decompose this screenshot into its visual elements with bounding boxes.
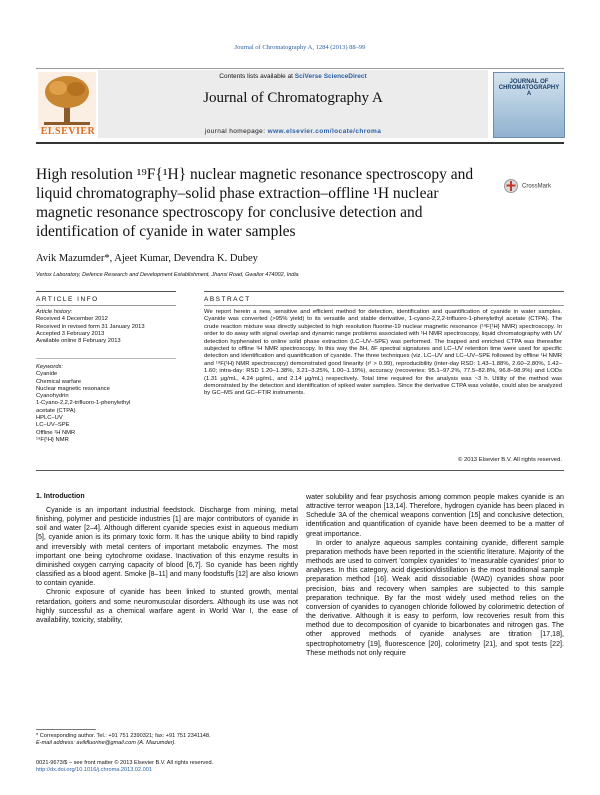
abstract-text: We report herein a new, sensitive and efficient method for detection, identification and quantification of cyanide in water samples. Cyanide was converted (>95% yield) to its versatile and stable derivative, 1-cyano-2,2,2-trifluoro-1-phenylethyl acetate (CTPA). The crude reaction mixture was directly subjected to high resolution fluorine-19 nuclear magnetic resonance (¹⁹F{¹H} NMR) spectroscopy. In order to do away with signal overlap and dynamic range problems associated with ¹H NMR spectroscopy, liquid chromatography with UV detection hyphenated to online solid phase extraction (LC–UV–SPE) was performed. The trapped and enriched CTPA was thereafter subjected to offline ¹H NMR spectroscopy. In this way the δH, δF spectral signatures and LC–UV retention time were used for specific detection and identification and quantification of cyanide. The three techniques (viz. LC–UV and LC–UV–SPE followed by offline ¹H NMR and ¹⁹F{¹H} NMR spectroscopy) demonstrated good linearity (r² > 0.99), reproducibility (inter-day RSD: 1.43–1.88%, 2.60–2.80%, 1.42–1.60; intra-day: RSD 1.20–1.38%, 3.21–3.25%, 1.00–1.19%), accuracy (recoveries: 95.1–97.2%, 77.5–82.8%, 96.8–98.9%) and LODs (1.31 μg/mL, 4.24 μg/mL, and 2.14 μg/mL) respectively. Total time required for the analysis was ~3 h. Utility of the method was demonstrated by the detection and identification of spiked water samples. Since the derivative CTPA was volatile, could also be analyzed by GC–MS and GC–FTIR instruments. [204, 309, 562, 397]
journal-cover-image [493, 72, 565, 138]
keywords-rule [36, 358, 176, 359]
history-label: Article history: [36, 309, 73, 315]
homepage-prefix: journal homepage: [204, 128, 268, 135]
crossmark-label: CrossMark [522, 183, 552, 190]
keyword: acetate (CTPA) [36, 407, 76, 414]
issn-line: 0021-9673/$ – see front matter © 2013 Elsevier B.V. All rights reserved. [36, 760, 214, 766]
homepage-link[interactable]: www.elsevier.com/locate/chroma [267, 128, 382, 135]
affiliation: Vertox Laboratory, Defence Research and Development Establishment, Jhansi Road, Gwalior 474002, India [36, 272, 299, 278]
contents-prefix: Contents lists available at [219, 73, 295, 80]
journal-homepage [98, 128, 488, 135]
cover-title: JOURNAL OF CHROMATOGRAPHY A [498, 79, 560, 97]
right-column [306, 493, 564, 658]
issn-block [36, 760, 296, 774]
article-title: High resolution ¹⁹F{¹H} nuclear magnetic resonance spectroscopy and liquid chromatography–solid phase extraction–offline ¹H nuclear magnetic resonance spectroscopy for conclusive detection and identification of cyanide in water samples [36, 166, 474, 240]
keywords-list [36, 364, 171, 444]
left-column [36, 506, 298, 625]
paragraph: Cyanide is an important industrial feedstock. Discharge from mining, metal finishing, polymer and pesticide industries [1] are major contributors of cyanide in soil and water [2–4]. Although different cyanide species exist in aqueous medium [5], cyanide anion is its primary toxic form. It has the unique ability to bind rapidly and irreversibly with metal centers of important metabolic enzymes. The most important one being cytochrome oxidase. Inactivation of this enzyme results in diminished oxygen carrying capacity of blood [6,7]. So cyanide has been rightly classified as a blood agent. Smoke [8–11] and many foodstuffs [12] are also known to contain cyanide. [36, 506, 298, 588]
abstract-bottom-rule [36, 470, 564, 471]
journal-title: Journal of Chromatography A [203, 90, 383, 106]
contents-line [98, 73, 488, 80]
info-top-rule [36, 291, 176, 292]
keyword: HPLC–UV [36, 415, 63, 422]
keyword: LC–UV–SPE [36, 422, 70, 429]
history-revised: Received in revised form 31 January 2013 [36, 323, 145, 330]
sciencedirect-link[interactable]: SciVerse ScienceDirect [294, 73, 367, 80]
doi-link[interactable]: http://dx.doi.org/10.1016/j.chroma.2013.02.001 [36, 767, 152, 774]
elsevier-tree-logo [38, 72, 96, 130]
keyword: Offline ¹H NMR [36, 429, 76, 436]
info-sub-rule [36, 305, 176, 306]
email-note[interactable]: E-mail address: avikfluorine@gmail.com (A. Mazumder). [36, 740, 176, 747]
keyword: Cyanide [36, 371, 58, 378]
article-info-heading: ARTICLE INFO [36, 296, 99, 303]
history-accepted: Accepted 3 February 2013 [36, 330, 105, 337]
article-history [36, 309, 171, 345]
history-received: Received 4 December 2012 [36, 316, 108, 323]
history-online: Available online 8 February 2013 [36, 338, 121, 345]
abstract-top-rule [204, 291, 564, 292]
elsevier-wordmark: ELSEVIER [40, 126, 96, 137]
keywords-label: Keywords: [36, 364, 64, 370]
journal-citation[interactable]: Journal of Chromatography A, 1284 (2013) 88–99 [234, 44, 366, 51]
crossmark-badge[interactable] [504, 177, 564, 191]
keyword: Cyanohydrin [36, 393, 69, 400]
keyword: 1-Cyano-2,2,2-trifluoro-1-phenylethyl [36, 400, 131, 407]
paragraph: water solubility and fear psychosis among common people makes cyanide is an attractive terror weapon [13,14]. Therefore, hydrogen cyanide has been placed in Schedule 3A of the chemical weapons convention [15] and conclusive detection, identification and quantification of cyanide have been deemed to be a matter of great importance. [306, 493, 564, 538]
header-divider [36, 142, 564, 144]
paragraph: Chronic exposure of cyanide has been linked to stunted growth, mental retardation, goiters and some neuromuscular disorders. Although its use was not highly successful as a chemical warfare agent in World War I, the ease of availability, toxicity, stability, [36, 588, 298, 624]
keyword: ¹⁹F{¹H} NMR [36, 436, 69, 443]
keyword: Chemical warfare [36, 378, 82, 385]
section-heading: 1. Introduction [36, 493, 85, 500]
crossmark-icon [504, 179, 518, 193]
abstract-sub-rule [204, 305, 564, 306]
abstract-heading: ABSTRACT [204, 296, 251, 303]
keyword: Nuclear magnetic resonance [36, 385, 110, 392]
paragraph: In order to analyze aqueous samples containing cyanide, different sample preparation methods have been reported in the scientific literature. Majority of the methods are used to convert 'complex cyanides' to 'measurable cyanides' prior to analyses. In this category, acid digestion/distillation is the most traditional sample preparation method [16]. Weak acid dissociable (WAD) cyanides show poor precision, bias and recovery when samples are subjected to this sample preparation technique. By far the most widely used method relies on the conversion of cyanides to cyanogen chloride followed by colorimetric detection of the derivative. Although it is easy to perform, low recoveries result from this method due to decomposition of cyanide to bicarbonates and nitrogen gas. The other approved methods of cyanide analyses are titration [17,18], spectrophotometry [19], fluorescence [20], colorimetry [21], and spot tests [22]. These methods not only require [306, 538, 564, 657]
footnotes [36, 733, 296, 747]
corresponding-author-note: * Corresponding author. Tel.: +91 751 2390321; fax: +91 751 2341148. [36, 733, 211, 739]
footnote-rule [36, 729, 96, 730]
author-list: Avik Mazumder*, Ajeet Kumar, Devendra K. Dubey [36, 253, 258, 264]
copyright-notice: © 2013 Elsevier B.V. All rights reserved. [458, 457, 562, 463]
